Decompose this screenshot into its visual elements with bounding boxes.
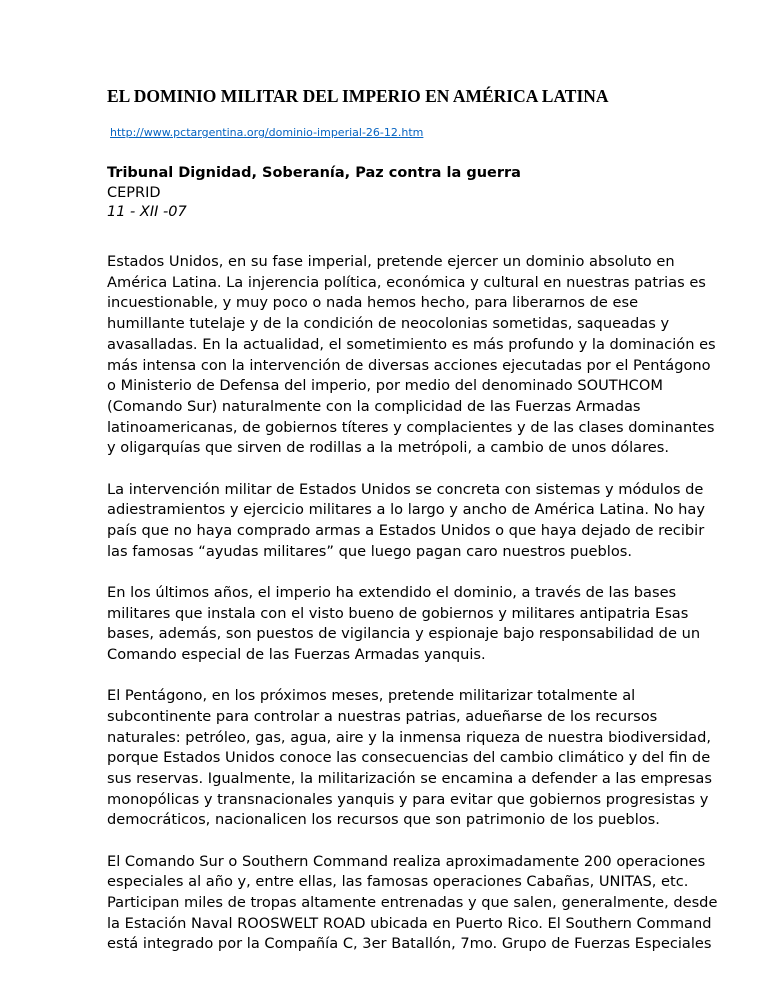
paragraph-line: bases, además, son puestos de vigilancia y espionaje bajo responsabilidad de un: [107, 625, 701, 643]
paragraph-line: más intensa con la intervención de diversas acciones ejecutadas por el Pentágono: [107, 356, 711, 374]
paragraph-line: incuestionable, y muy poco o nada hemos hecho, para liberarnos de ese: [107, 294, 639, 312]
paragraph-line: porque Estados Unidos conoce las consecuencias del cambio climático y del fin de: [107, 749, 711, 767]
article-body: [107, 252, 718, 976]
paragraph: [107, 686, 712, 831]
paragraph-line: o Ministerio de Defensa del imperio, por medio del denominado SOUTHCOM: [107, 377, 663, 395]
paragraph-line: (Comando Sur) naturalmente con la complicidad de las Fuerzas Armadas: [107, 397, 641, 415]
date-line: 11 - XII -07: [107, 204, 187, 220]
paragraph: [107, 852, 718, 956]
paragraph-line: América Latina. La injerencia política, económica y cultural en nuestras patrias es: [107, 273, 706, 291]
source-link[interactable]: http://www.pctargentina.org/dominio-imperial-26-12.htm: [110, 126, 424, 139]
paragraph-line: las famosas “ayudas militares” que luego pagan caro nuestros pueblos.: [107, 542, 632, 560]
paragraph-line: monopólicas y transnacionales yanquis y para evitar que gobiernos progresistas y: [107, 790, 709, 808]
paragraph-line: adiestramientos y ejercicio militares a lo largo y ancho de América Latina. No hay: [107, 501, 705, 519]
paragraph-line: está integrado por la Compañía C, 3er Batallón, 7mo. Grupo de Fuerzas Especiales: [107, 935, 712, 953]
paragraph-line: democráticos, nacionalicen los recursos que son patrimonio de los pueblos.: [107, 811, 660, 829]
paragraph-line: Estados Unidos, en su fase imperial, pretende ejercer un dominio absoluto en: [107, 253, 675, 270]
document-meta: [107, 164, 521, 223]
organization-line: CEPRID: [107, 184, 161, 201]
document-title: EL DOMINIO MILITAR DEL IMPERIO EN AMÉRICA LATINA: [107, 86, 609, 106]
paragraph-line: El Comando Sur o Southern Command realiza aproximadamente 200 operaciones: [107, 852, 706, 870]
paragraph-line: país que no haya comprado armas a Estados Unidos o que haya dejado de recibir: [107, 521, 705, 539]
paragraph-line: avasalladas. En la actualidad, el sometimiento es más profundo y la dominación es: [107, 335, 716, 353]
paragraph-line: Comando especial de las Fuerzas Armadas yanquis.: [107, 645, 486, 663]
paragraph-line: la Estación Naval ROOSWELT ROAD ubicada en Puerto Rico. El Southern Command: [107, 914, 712, 932]
paragraph: [107, 583, 701, 666]
paragraph-line: Participan miles de tropas altamente entrenadas y que salen, generalmente, desde: [107, 893, 718, 911]
paragraph-line: militares que instala con el visto bueno de gobiernos y militares antipatria Esas: [107, 604, 689, 622]
paragraph-line: latinoamericanas, de gobiernos títeres y complacientes y de las clases dominantes: [107, 418, 715, 436]
paragraph-line: El Pentágono, en los próximos meses, pretende militarizar totalmente al: [107, 687, 636, 705]
paragraph-line: y oligarquías que sirven de rodillas a la metrópoli, a cambio de unos dólares.: [107, 439, 670, 457]
paragraph-line: humillante tutelaje y de la condición de neocolonias sometidas, saqueadas y: [107, 315, 670, 333]
paragraph: [107, 252, 716, 459]
paragraph-line: naturales: petróleo, gas, agua, aire y la inmensa riqueza de nuestra biodiversidad,: [107, 728, 712, 746]
paragraph-line: sus reservas. Igualmente, la militarización se encamina a defender a las empresas: [107, 769, 712, 787]
paragraph-line: La intervención militar de Estados Unidos se concreta con sistemas y módulos de: [107, 480, 704, 498]
paragraph-line: especiales al año y, entre ellas, las famosas operaciones Cabañas, UNITAS, etc.: [107, 873, 689, 891]
paragraph-line: En los últimos años, el imperio ha extendido el dominio, a través de las bases: [107, 583, 677, 601]
paragraph: [107, 480, 705, 563]
paragraph-line: subcontinente para controlar a nuestras patrias, adueñarse de los recursos: [107, 707, 658, 725]
author-line: Tribunal Dignidad, Soberanía, Paz contra la guerra: [107, 165, 521, 181]
